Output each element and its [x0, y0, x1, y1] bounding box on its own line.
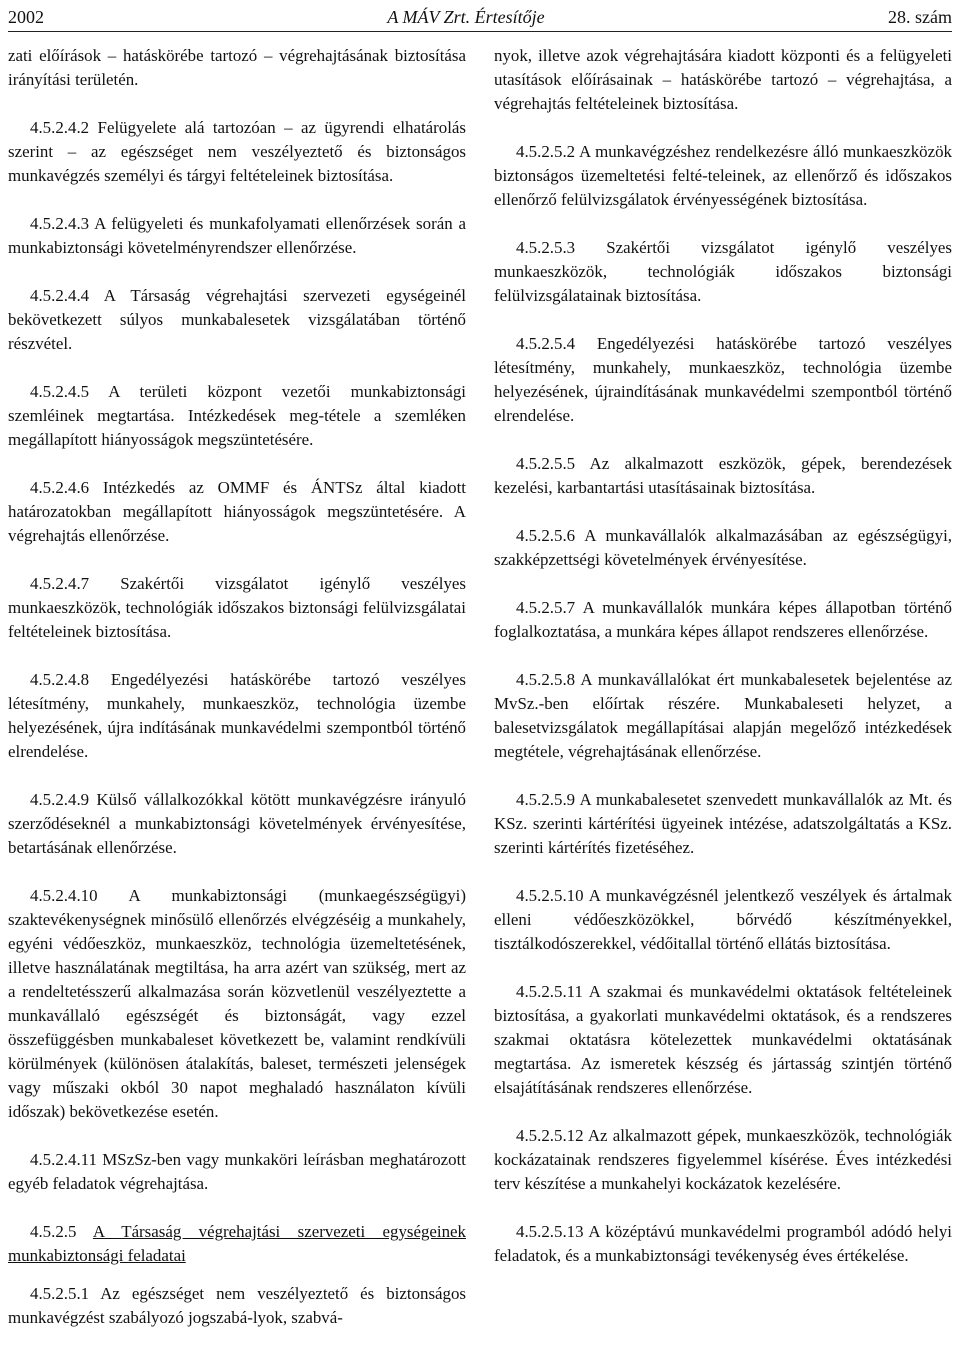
header-year: 2002 — [8, 7, 44, 27]
section-number: 4.5.2.5.9 — [516, 790, 576, 809]
section-number: 4.5.2.5.3 — [516, 238, 576, 257]
paragraph: 4.5.2.5.12 Az alkalmazott gépek, munkaeszközök, technológiák kockázatainak rendszeres figyelemmel kísérése. Éves intézkedési terv készítése a munkahelyi kockázatok kezelésére. — [494, 1126, 952, 1193]
section-number: 4.5.2.5.1 — [30, 1284, 90, 1303]
paragraph: 4.5.2.4.10 A munkabiztonsági (munkaegészségügyi) szaktevékenységnek minősülő ellenőrzés elvégzéséig a munkahely, egyéni védőeszköz, munkaeszköz, technológia üzemeltetésének, illetve használatának megtiltása, ha arra azért van szükség, mert az a rendeltetésszerű alkalmazása során közvetlenül veszélyeztette a munkavállaló egészségét és biztonságát, vagy ezzel összefüggésben munkabaleset következett be, valamint rendkívüli körülmények (különösen átalakítás, baleset, természeti jelenségek vagy műszaki okból 30 napot meghaladó használaton kívüli időszak) bekövetkezése esetén. — [8, 886, 466, 1121]
section-number: 4.5.2.5.5 — [516, 454, 576, 473]
paragraph: 4.5.2.5.6 A munkavállalók alkalmazásában az egészségügyi, szakképzettségi követelmények érvényesítése. — [494, 526, 952, 569]
publication-title: A MÁV Zrt. Értesítője — [387, 7, 545, 27]
paragraph: 4.5.2.4.8 Engedélyezési hatáskörébe tartozó veszélyes létesítmény, munkahely, munkaeszköz, technológia üzembe helyezésének, újra indításának munkavédelmi szempontból történő elrendelése. — [8, 670, 466, 761]
section-number: 4.5.2.5.6 — [516, 526, 576, 545]
section-heading — [8, 1220, 466, 1268]
section-number: 4.5.2.4.9 — [30, 790, 90, 809]
paragraph: 4.5.2.4.9 Külső vállalkozókkal kötött munkavégzésre irányuló szerződéseknél a munkabiztonsági követelmények érvényesítése, betartásának ellenőrzése. — [8, 790, 466, 857]
section-number: 4.5.2.4.6 — [30, 478, 90, 497]
paragraph: 4.5.2.4.7 Szakértői vizsgálatot igénylő veszélyes munkaeszközök, technológiák időszakos biztonsági felülvizsgálatai feltételeinek biztosítása. — [8, 574, 466, 641]
section-number: 4.5.2.4.3 — [30, 214, 90, 233]
paragraph: 4.5.2.5.8 A munkavállalókat ért munkabalesetek bejelentése az MvSz.-ben előírtak részére. Munkabaleseti helyzet, a balesetvizsgálatok megállapításai alapján megelőző intézkedések megtétele, végrehajtásának ellenőrzése. — [494, 670, 952, 761]
paragraph: 4.5.2.5.3 Szakértői vizsgálatot igénylő veszélyes munkaeszközök, technológiák időszakos biztonsági felülvizsgálatainak biztosítása. — [494, 238, 952, 305]
paragraph: 4.5.2.5.4 Engedélyezési hatáskörébe tartozó veszélyes létesítmény, munkahely, munkaeszköz, technológia üzembe helyezésének, újraindításának munkavédelmi szempontból történő elrendelése. — [494, 334, 952, 425]
paragraph: 4.5.2.4.6 Intézkedés az OMMF és ÁNTSz által kiadott határozatokban megállapított hiányosságok megszüntetésére. A végrehajtás ellenőrzése. — [8, 478, 466, 545]
issue-number: 28. szám — [888, 7, 952, 27]
paragraph: 4.5.2.5.13 A középtávú munkavédelmi programból adódó helyi feladatok, és a munkabiztonsági tevékenység éves értékelése. — [494, 1222, 952, 1265]
paragraph: 4.5.2.5.11 A szakmai és munkavédelmi oktatások feltételeinek biztosítása, a gyakorlati munkavédelmi oktatások, és a rendszeres szakmai oktatásra kötelezettek munkavédelmi oktatásának megtartása. Az ismeretek készség és jártasság szintjén történő elsajátításának rendszeres ellenőrzése. — [494, 982, 952, 1097]
section-number: 4.5.2.5.11 — [516, 982, 583, 1001]
paragraph: nyok, illetve azok végrehajtására kiadott központi és a felügyeleti utasítások előírásainak – hatáskörébe tartozó – végrehajtása, a végrehajtás feltételeinek biztosítása. — [494, 46, 952, 113]
paragraph: 4.5.2.4.2 Felügyelete alá tartozóan – az ügyrendi elhatárolás szerint – az egészséget nem veszélyeztető és biztonságos munkavégzés személyi és tárgyi feltételeinek biztosítása. — [8, 118, 466, 185]
section-number: 4.5.2.4.7 — [30, 574, 90, 593]
paragraph: 4.5.2.5.9 A munkabalesetet szenvedett munkavállalók az Mt. és KSz. szerinti kártérítési ügyeinek intézése, adatszolgáltatás a KSz. szerinti kártérítés fizetéséhez. — [494, 790, 952, 857]
section-number: 4.5.2.5.8 — [516, 670, 576, 689]
section-number: 4.5.2.5.13 — [516, 1222, 584, 1241]
paragraph: 4.5.2.4.4 A Társaság végrehajtási szervezeti egységeinél bekövetkezett súlyos munkabalesetek vizsgálatában történő részvétel. — [8, 286, 466, 353]
page-header — [8, 2, 952, 32]
paragraph: 4.5.2.5.2 A munkavégzéshez rendelkezésre álló munkaeszközök biztonságos üzemeltetési felté-teleinek, az ellenőrző és időszakos ellenőrző felülvizsgálatok érvényességének biztosítása. — [494, 142, 952, 209]
section-number: 4.5.2.4.2 — [30, 118, 90, 137]
paragraph: 4.5.2.4.11 MSzSz-ben vagy munkaköri leírásban meghatározott egyéb feladatok végrehajtása. — [8, 1150, 466, 1193]
paragraph: 4.5.2.5.7 A munkavállalók munkára képes állapotban történő foglalkoztatása, a munkára képes állapot rendszeres ellenőrzése. — [494, 598, 952, 641]
section-number: 4.5.2.5.12 — [516, 1126, 584, 1145]
section-number: 4.5.2.5.2 — [516, 142, 576, 161]
section-number: 4.5.2.4.4 — [30, 286, 90, 305]
left-column — [8, 44, 466, 1356]
right-column — [494, 44, 952, 1356]
section-number: 4.5.2.4.5 — [30, 382, 90, 401]
paragraph: 4.5.2.5.1 Az egészséget nem veszélyeztető és biztonságos munkavégzést szabályozó jogszabá-lyok, szabvá- — [8, 1284, 466, 1327]
paragraph: 4.5.2.4.3 A felügyeleti és munkafolyamati ellenőrzések során a munkabiztonsági követelményrendszer ellenőrzése. — [8, 214, 466, 257]
paragraph: zati előírások – hatáskörébe tartozó – végrehajtásának biztosítása irányítási területén. — [8, 46, 466, 89]
section-number: 4.5.2.5.7 — [516, 598, 576, 617]
section-number: 4.5.2.5.4 — [516, 334, 576, 353]
paragraph: 4.5.2.5.10 A munkavégzésnél jelentkező veszélyek és ártalmak elleni védőeszközökkel, bőrvédő készítményekkel, tisztálkodószerekkel, védőitallal történő ellátás biztosítása. — [494, 886, 952, 953]
section-number: 4.5.2.4.10 — [30, 886, 98, 905]
section-number: 4.5.2.5 — [30, 1222, 77, 1241]
header-rule — [8, 31, 952, 32]
section-number: 4.5.2.5.10 — [516, 886, 584, 905]
section-number: 4.5.2.4.8 — [30, 670, 90, 689]
section-heading-text: A Társaság végrehajtási szervezeti egységeinek munkabiztonsági feladatai — [8, 1222, 466, 1265]
paragraph: 4.5.2.5.5 Az alkalmazott eszközök, gépek, berendezések kezelési, karbantartási utasításainak biztosítása. — [494, 454, 952, 497]
section-number: 4.5.2.4.11 — [30, 1150, 97, 1169]
paragraph: 4.5.2.4.5 A területi központ vezetői munkabiztonsági szemléinek megtartása. Intézkedések meg-tétele a szemléken megállapított hiányosságok megszüntetésére. — [8, 382, 466, 449]
